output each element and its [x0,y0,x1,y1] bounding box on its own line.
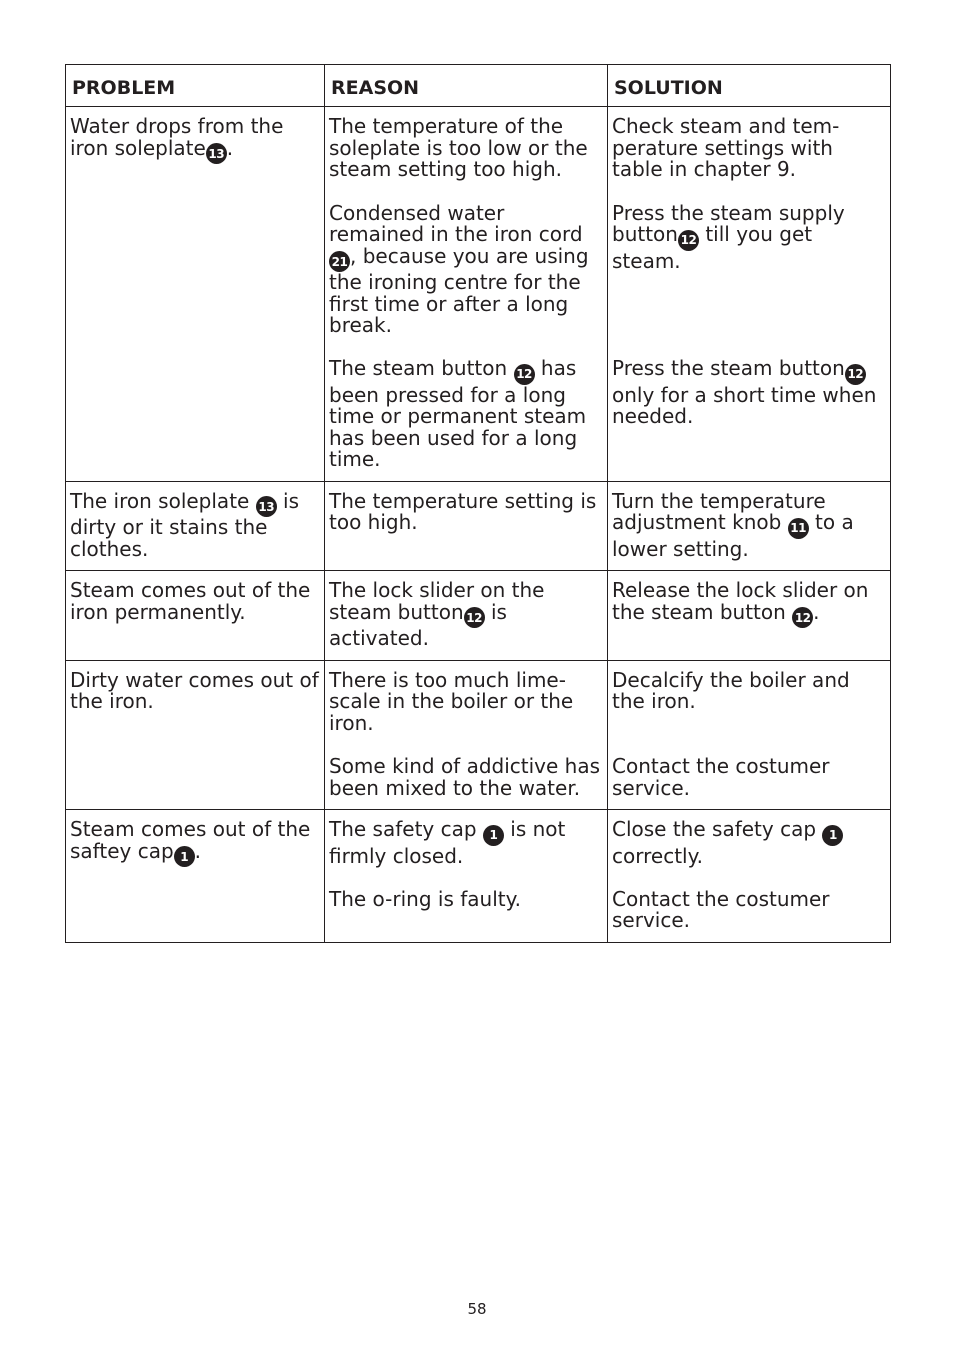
text: to a lower setting. [612,510,854,561]
reason-text [329,886,604,911]
reason-text [329,358,604,471]
text: Contact the costumer service. [612,886,830,932]
solution-text [612,200,887,337]
number-21-icon: 21 [329,251,350,272]
problem-cell [66,481,325,571]
text: is activated. [329,599,507,650]
text: only for a short time when needed. [612,382,877,428]
table-body [66,107,891,943]
solution-text [612,756,887,799]
solution-cell [608,571,891,661]
page-number: 58 [467,1300,487,1318]
solution-cell [608,810,891,943]
text: The iron soleplate [70,488,256,513]
reason-cell [325,660,608,810]
reason-cell [325,810,608,943]
number-13-icon: 13 [206,143,227,164]
text: . [194,838,202,863]
header-problem: PROBLEM [66,65,325,107]
text: Steam comes out of the iron permanently. [70,578,311,624]
reason-cell [325,107,608,482]
solution-cell [608,107,891,482]
number-1-icon: 1 [174,846,195,867]
table-row [66,810,891,943]
text: There is too much lime-scale in the boiler or the iron. [329,667,574,735]
number-12-icon: 12 [678,230,699,251]
text: is dirty or it stains the clothes. [70,488,300,561]
solution-text [612,580,887,628]
number-12-icon: 12 [514,364,535,385]
text: Water drops from the iron soleplate [70,114,284,160]
text: till you get steam. [612,222,813,273]
text: , because you are using the ironing centre for the first time or after a long break. [329,243,589,337]
table-row [66,660,891,810]
text: Turn the temperature adjustment knob [612,488,826,534]
solution-text [612,116,887,181]
text: Check steam and tem-perature settings with table in chapter 9. [612,114,840,181]
number-1-icon: 1 [483,825,504,846]
solution-text [612,667,887,735]
text: Steam comes out of the saftey cap [70,817,311,863]
text: The temperature of the soleplate is too low or the steam setting too high. [329,114,588,181]
problem-cell [66,571,325,661]
text: The temperature setting is too high. [329,488,597,534]
reason-text [329,580,604,650]
troubleshooting-table [65,64,891,943]
text: Press the steam supply button [612,200,845,246]
header-reason: REASON [325,65,608,107]
reason-cell [325,571,608,661]
text: is not firmly closed. [329,817,566,868]
reason-text [329,667,604,735]
reason-text [329,488,604,534]
text: The steam button [329,356,514,380]
text: Contact the costumer service. [612,754,830,800]
problem-text [70,667,321,713]
problem-text [70,116,321,164]
text: Close the safety cap [612,817,823,841]
number-12-icon: 12 [792,607,813,628]
table-row [66,107,891,482]
table-header-row [66,65,891,107]
solution-text [612,819,887,867]
problem-text [70,819,321,867]
number-13-icon: 13 [256,496,277,517]
number-1-icon: 1 [822,825,843,846]
text: Press the steam button [612,356,845,380]
problem-text [70,580,321,623]
text: The safety cap [329,817,483,841]
text: Condensed water remained in the iron cord [329,200,583,246]
header-solution: SOLUTION [608,65,891,107]
text: The lock slider on the steam button [329,578,545,624]
reason-text [329,116,604,181]
text: Decalcify the boiler and the iron. [612,667,850,713]
solution-text [612,358,887,428]
problem-cell [66,660,325,810]
reason-text [329,200,604,337]
reason-text [329,756,604,799]
number-11-icon: 11 [788,518,809,539]
reason-text [329,819,604,867]
text: The o-ring is faulty. [329,886,521,911]
problem-text [70,488,321,561]
text: Some kind of addictive has been mixed to the water. [329,754,601,800]
table-row [66,481,891,571]
problem-cell [66,107,325,482]
solution-cell [608,660,891,810]
solution-text [612,886,887,932]
text: correctly. [612,843,703,868]
number-12-icon: 12 [845,364,866,385]
solution-cell [608,481,891,571]
problem-cell [66,810,325,943]
table-row [66,571,891,661]
text: Release the lock slider on the steam button [612,578,869,624]
number-12-icon: 12 [464,607,485,628]
text: Dirty water comes out of the iron. [70,667,319,713]
text: has been pressed for a long time or permanent steam has been used for a long time. [329,356,587,471]
text: . [813,599,820,624]
reason-cell [325,481,608,571]
text: . [226,135,234,160]
solution-text [612,488,887,561]
